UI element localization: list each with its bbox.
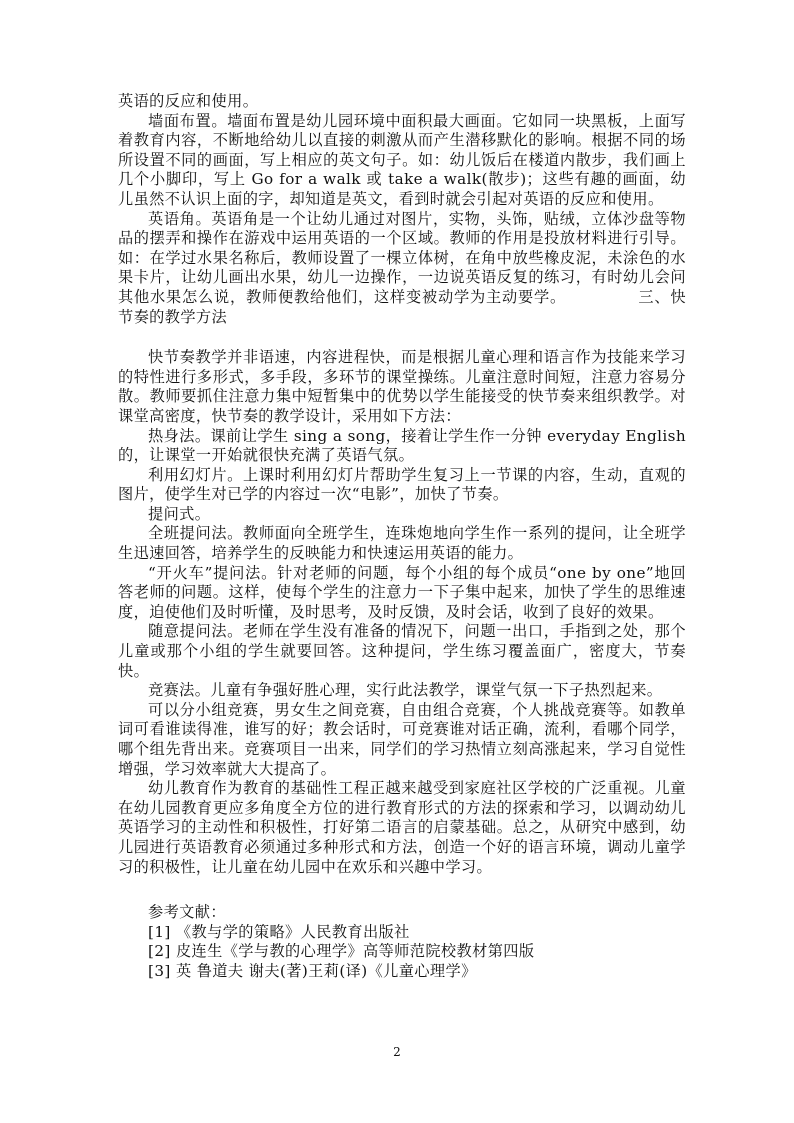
paragraph-fast-tempo: 快节奏教学并非语速，内容进程快，而是根据儿童心理和语言作为技能来学习的特性进行多形式，多手段，多环节的课堂操练。儿童注意时间短，注意力容易分散。教师要抓住注意力集中短暂集中的优势以学生能接受的快节奏来组织教学。对课堂高密度，快节奏的教学设计，采用如下方法：: [118, 348, 686, 425]
paragraph-slides: 利用幻灯片。上课时利用幻灯片帮助学生复习上一节课的内容，生动，直观的图片，使学生对已学的内容过一次“电影”，加快了节奏。: [118, 465, 686, 504]
references: [118, 903, 686, 981]
paragraph-wall-layout: 墙面布置。墙面布置是幼儿园环境中面积最大画面。它如同一块黑板，上面写着教育内容，不断地给幼儿以直接的刺激从而产生潜移默化的影响。根据不同的场所设置不同的画面，写上相应的英文句子。如：幼儿饭后在楼道内散步，我们画上几个小脚印，写上 Go for a walk 或 take a walk(散步)；这些有趣的画面，幼儿虽然不认识上面的字，却知道是英文，看到时就会引起对英语的反应和使用。: [118, 111, 686, 208]
paragraph-random-question: 随意提问法。老师在学生没有准备的情况下，问题一出口，手指到之处，那个儿童或那个小组的学生就要回答。这种提问，学生练习覆盖面广，密度大，节奏快。: [118, 622, 686, 680]
paragraph-train: “开火车”提问法。针对老师的问题，每个小组的每个成员“one by one”地回答老师的问题。这样，使每个学生的注意力一下子集中起来，加快了学生的思维速度，迫使他们及时听懂，及时思考，及时反馈，及时会话，收到了良好的效果。: [118, 563, 686, 621]
paragraph-continuation: 英语的反应和使用。: [118, 92, 259, 110]
reference-item: [1] 《教与学的策略》人民教育出版社: [148, 922, 410, 941]
paragraph-conclusion: 幼儿教育作为教育的基础性工程正越来越受到家庭社区学校的广泛重视。儿童在幼儿园教育更应多角度全方位的进行教育形式的方法的探索和学习，以调动幼儿英语学习的主动性和积极性，打好第二语言的启蒙基础。总之，从研究中感到，幼儿园进行英语教育必须通过多种形式和方法，创造一个好的语言环境，调动儿童学习的积极性，让儿童在幼儿园中在欢乐和兴趣中学习。: [118, 779, 686, 876]
document-body: [118, 92, 686, 982]
paragraph-competition: 竞赛法。儿童有争强好胜心理，实行此法教学，课堂气氛一下子热烈起来。: [148, 681, 663, 700]
reference-item: [3] 英 鲁道夫 谢夫(著)王莉(译)《儿童心理学》: [148, 961, 477, 980]
paragraph-group-competition: 可以分小组竞赛，男女生之间竞赛，自由组合竞赛，个人挑战竞赛等。如教单词可看谁读得准，谁写的好；教会话时，可竞赛谁对话正确，流利，看哪个同学，哪个组先背出来。竞赛项目一出来，同学们的学习热情立刻高涨起来，学习自觉性增强，学习效率就大大提高了。: [118, 700, 686, 778]
paragraph-questioning: 提问式。: [148, 504, 211, 523]
page-number: 2: [393, 1045, 401, 1059]
references-heading: 参考文献：: [148, 903, 226, 922]
spacer: [118, 327, 686, 348]
spacer: [118, 877, 686, 903]
paragraph-warmup: 热身法。课前让学生 sing a song，接着让学生作一分钟 everyday English 的，让课堂一开始就很快充满了英语气氛。: [118, 426, 686, 465]
paragraph-whole-class: 全班提问法。教师面向全班学生，连珠炮地向学生作一系列的提问，让全班学生迅速回答，培养学生的反映能力和快速运用英语的能力。: [118, 524, 686, 563]
paragraph-english-corner: 英语角。英语角是一个让幼儿通过对图片，实物，头饰，贴绒，立体沙盘等物品的摆弄和操作在游戏中运用英语的一个区域。教师的作用是投放材料进行引导。如：在学过水果名称后，教师设置了一棵立体树，在角中放些橡皮泥，未涂色的水果卡片，让幼儿画出水果，幼儿一边操作，一边说英语反复的练习，有时幼儿会问其他水果怎么说，教师便教给他们，这样变被动学为主动要学。 三、快节奏的教学方法: [118, 209, 686, 326]
reference-item: [2] 皮连生《学与教的心理学》高等师范院校教材第四版: [148, 942, 535, 961]
